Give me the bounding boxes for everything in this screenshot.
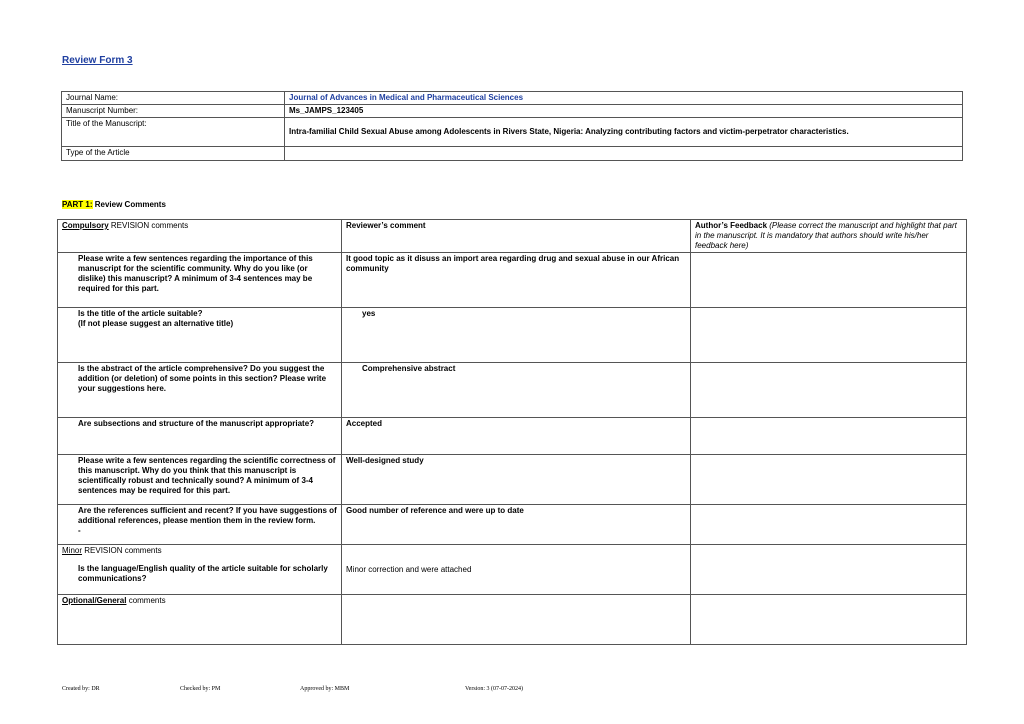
manuscript-info-table — [61, 91, 963, 161]
author-feedback-cell[interactable] — [691, 363, 967, 418]
author-feedback-cell[interactable] — [691, 595, 967, 645]
minor-word: Minor — [62, 546, 83, 555]
minor-revision-cell — [58, 545, 342, 595]
question-importance: Please write a few sentences regarding the importance of this manuscript for the scientific community. Why do you like (or dislike) this manuscript? A minimum of 3-4 sentences may be required for this part. — [58, 253, 342, 308]
journal-name-label: Journal Name: — [62, 92, 285, 105]
compulsory-word: Compulsory — [62, 221, 109, 230]
footer-approved-by: Approved by: MBM — [300, 686, 350, 692]
reviewer-comment-correctness: Well-designed study — [342, 455, 691, 505]
author-feedback-instructions: (Please correct the manuscript and highlight that part in the manuscript. It is mandatory that authors should write his/her feedback here) — [695, 221, 957, 250]
footer-checked-by: Checked by: PM — [180, 686, 221, 692]
compulsory-rest: REVISION comments — [108, 221, 189, 230]
question-abstract: Is the abstract of the article comprehensive? Do you suggest the addition (or deletion) of some points in this section? Please write your suggestions here. — [58, 363, 342, 418]
minor-rest: REVISION comments — [82, 546, 162, 555]
footer-version: Version: 3 (07-07-2024) — [465, 686, 523, 692]
article-type-value — [285, 147, 963, 161]
reviewer-comment-references: Good number of reference and were up to date — [342, 505, 691, 545]
reviewer-comment-abstract-text: Comprehensive abstract — [362, 364, 456, 373]
author-feedback-cell[interactable] — [691, 253, 967, 308]
col-header-compulsory — [58, 220, 342, 253]
part1-heading — [62, 200, 166, 209]
author-feedback-cell[interactable] — [691, 545, 967, 595]
manuscript-title-label: Title of the Manuscript: — [62, 118, 285, 147]
reviewer-comment-optional — [342, 595, 691, 645]
col-header-reviewer-comment: Reviewer’s comment — [342, 220, 691, 253]
manuscript-number-label: Manuscript Number: — [62, 105, 285, 118]
question-scientific-correctness: Please write a few sentences regarding the scientific correctness of this manuscript. Why do you think that this manuscript is scientifically robust and technically sound? A minimum of 3-4 sentences may be required for this part. — [58, 455, 342, 505]
part1-suffix: Review Comments — [92, 200, 166, 209]
manuscript-number-value: Ms_JAMPS_123405 — [285, 105, 963, 118]
author-feedback-cell[interactable] — [691, 418, 967, 455]
article-type-label: Type of the Article — [62, 147, 285, 161]
question-references: Are the references sufficient and recent? If you have suggestions of additional references, please mention them in the review form. - — [58, 505, 342, 545]
author-feedback-cell[interactable] — [691, 455, 967, 505]
question-structure: Are subsections and structure of the manuscript appropriate? — [58, 418, 342, 455]
question-title-suitable: Is the title of the article suitable? (If not please suggest an alternative title) — [58, 308, 342, 363]
manuscript-title-value: Intra-familial Child Sexual Abuse among Adolescents in Rivers State, Nigeria: Analyzing contributing factors and victim-perpetrator characteristics. — [285, 118, 963, 147]
author-feedback-cell[interactable] — [691, 505, 967, 545]
reviewer-comment-abstract — [342, 363, 691, 418]
optional-word: Optional/General — [62, 596, 127, 605]
author-feedback-cell[interactable] — [691, 308, 967, 363]
question-language: Is the language/English quality of the article suitable for scholarly communications? — [78, 564, 328, 583]
footer-created-by: Created by: DR — [62, 686, 100, 692]
optional-rest: comments — [126, 596, 166, 605]
part1-label: PART 1: — [62, 200, 93, 209]
review-comments-table — [57, 219, 967, 645]
reviewer-comment-importance: It good topic as it disuss an import area regarding drug and sexual abuse in our African community — [342, 253, 691, 308]
optional-comments-cell — [58, 595, 342, 645]
journal-name-value: Journal of Advances in Medical and Pharmaceutical Sciences — [285, 92, 963, 105]
reviewer-comment-title — [342, 308, 691, 363]
reviewer-comment-minor: Minor correction and were attached — [342, 545, 691, 595]
col-header-author-feedback — [691, 220, 967, 253]
reviewer-comment-structure: Accepted — [342, 418, 691, 455]
reviewer-comment-title-text: yes — [362, 309, 376, 318]
page-title: Review Form 3 — [62, 55, 133, 66]
author-feedback-title: Author’s Feedback — [695, 221, 768, 230]
